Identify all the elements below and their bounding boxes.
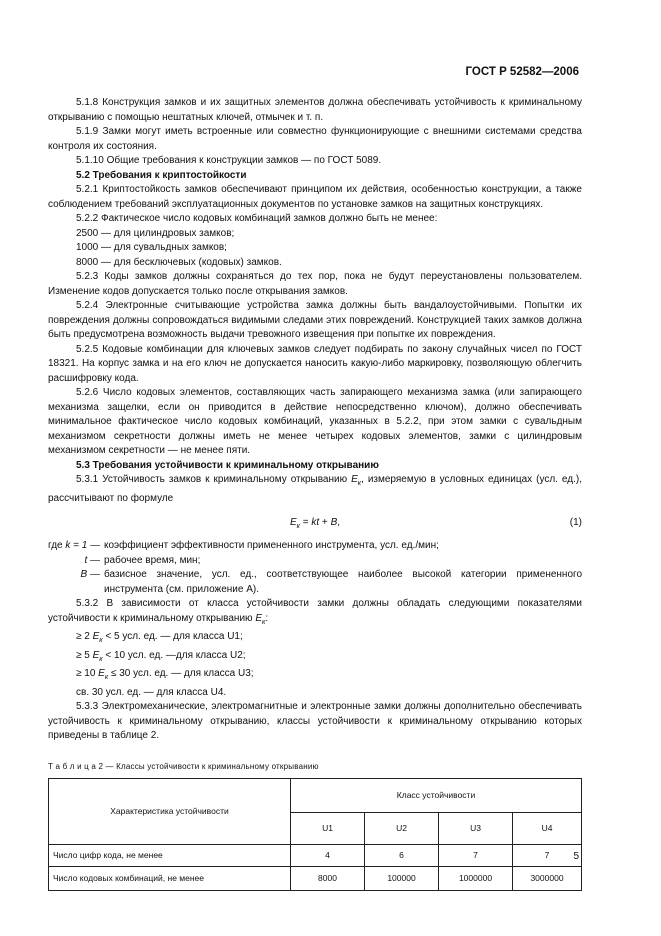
class-criterion-u4: св. 30 усл. ед. — для класса U4. (76, 686, 227, 698)
formula-expression: $E_к$ = kt + B, (289, 517, 341, 530)
clause-5-3-1-text-a: 5.3.1 Устойчивость замков к криминальному открыванию (76, 474, 352, 485)
formula-number: (1) (569, 517, 582, 528)
legend-row-t (48, 554, 582, 569)
clause-5-2-2: 5.2.2 Фактическое число кодовых комбинаций замков должно быть не менее: (76, 213, 438, 224)
class-criterion-u3: ≥ 10 $E_к \le 30$ усл. ед. — для класса U3; (76, 668, 254, 681)
page-number: 5 (573, 851, 579, 862)
formula-1 (48, 508, 582, 538)
list-item: 8000 — для бесключевых (кодовых) замков. (76, 256, 282, 268)
clause-5-1-10: 5.1.10 Общие требования к конструкции замков — по ГОСТ 5089. (76, 155, 382, 166)
table-cell: 8000 (291, 867, 365, 891)
table-header-characteristic: Характеристика устойчивости (49, 779, 291, 845)
formula-legend (48, 539, 582, 597)
clause-5-2-4: 5.2.4 Электронные считывающие устройства замка должны быть вандалоустойчивыми. Попытки их повреждения должны сопровождаться видимыми следами этих повреждений. Конструкцией таких замков должна быть предусмотрена возможность выдачи тревожного извещения при попытке их повреждения. (48, 300, 582, 340)
symbol-ek: $E_к$ (351, 474, 362, 487)
table-header-class: U1 (291, 813, 365, 845)
table-header-class-group: Класс устойчивости (291, 779, 582, 813)
clause-5-1-8: 5.1.8 Конструкция замков и их защитных элементов должна обеспечивать устойчивость к криминальному открыванию с помощью нештатных ключей, отмычек и т. п. (48, 97, 582, 123)
resistance-classes-table (48, 778, 582, 891)
legend-symbol-t: t — (84, 554, 100, 566)
legend-text-t: рабочее время, мин; (104, 554, 201, 566)
class-criterion-u2: ≥ 5 $E_к < 10$ усл. ед. —для класса U2; (76, 649, 246, 663)
table-cell: 6 (365, 845, 439, 867)
clause-5-3-1-text-b: , измеряемую в условных единицах (усл. ед.), рассчитывают по формуле (48, 474, 582, 504)
table-row (49, 845, 582, 867)
list-item: 1000 — для сувальдных замков; (76, 242, 227, 253)
table-row (49, 867, 582, 891)
page-body (48, 96, 582, 891)
legend-text-b: базисное значение, усл. ед., соответствующее наиболее высокой категории примененного инструмента (см. приложение А). (104, 569, 582, 595)
clause-5-2-3: 5.2.3 Коды замков должны сохраняться до тех пор, пока не будут переустановлены пользователем. Изменение кодов допускается только после открывания замков. (48, 271, 582, 297)
legend-row-b (48, 568, 582, 597)
table-cell: 7 (513, 845, 582, 867)
section-heading-5-2: 5.2 Требования к криптостойкости (76, 169, 247, 181)
clause-5-3-2: 5.3.2 В зависимости от класса устойчивости замки должны обладать следующими показателями устойчивости к криминальному открыванию $E_к$: (48, 598, 582, 626)
clause-5-2-1: 5.2.1 Криптостойкость замков обеспечивают принципом их действия, особенностью конструкции, а также соблюдением требований эксплуатационных документов по установке замков на защитных конструкциях. (48, 184, 582, 210)
table-cell: 3000000 (513, 867, 582, 891)
clause-5-2-6: 5.2.6 Число кодовых элементов, составляющих часть запирающего механизма замка (или запирающего механизма защелки, если он приводится в действие непосредственно ключом), должно обеспечивать минимальное фактическое число кодовых комбинаций, указанных в 5.2.2, при этом замки с сувальдным механизмом секретности должны иметь не менее четырех кодовых элементов, замки с цилиндровым механизмом секретности — не менее пяти. (48, 387, 582, 456)
row-label: Число цифр кода, не менее (49, 845, 291, 867)
table-header-class: U3 (439, 813, 513, 845)
table-header-class: U2 (365, 813, 439, 845)
class-criterion-u1: ≥ 2 $E_к < 5$ усл. ед. — для класса U1; (76, 631, 243, 644)
clause-5-3-1 (48, 473, 582, 506)
legend-symbol-b: B — (80, 569, 100, 580)
table-caption: Т а б л и ц а 2 — Классы устойчивости к криминальному открыванию (48, 761, 319, 771)
section-heading-5-3: 5.3 Требования устойчивости к криминальному открыванию (76, 459, 379, 471)
clause-5-1-9: 5.1.9 Замки могут иметь встроенные или совместно функционирующие с внешними системами средства контроля их состояния. (48, 126, 582, 152)
row-label: Число кодовых комбинаций, не менее (49, 867, 291, 891)
legend-text-k: коэффициент эффективности примененного инструмента, усл. ед./мин; (104, 540, 439, 551)
table-cell: 1000000 (439, 867, 513, 891)
list-item: 2500 — для цилиндровых замков; (76, 227, 235, 239)
table-cell: 7 (439, 845, 513, 867)
legend-symbol-k: где k = 1 — (48, 540, 101, 551)
table-cell: 100000 (365, 867, 439, 891)
table-cell: 4 (291, 845, 365, 867)
clause-5-3-3: 5.3.3 Электромеханические, электромагнитные и электронные замки должны дополнительно обеспечивать устойчивость к криминальному открыванию, классы устойчивости к криминальному открыванию которых приведены в таблице 2. (48, 701, 582, 741)
clause-5-2-5: 5.2.5 Кодовые комбинации для ключевых замков следует подбирать по закону случайных чисел по ГОСТ 18321. На корпус замка и на его ключ не допускается наносить какую-либо маркировку, позволяющую облегчить расшифровку кода. (48, 343, 582, 384)
table-header-class: U4 (513, 813, 582, 845)
document-code-header: ГОСТ Р 52582—2006 (465, 66, 579, 78)
